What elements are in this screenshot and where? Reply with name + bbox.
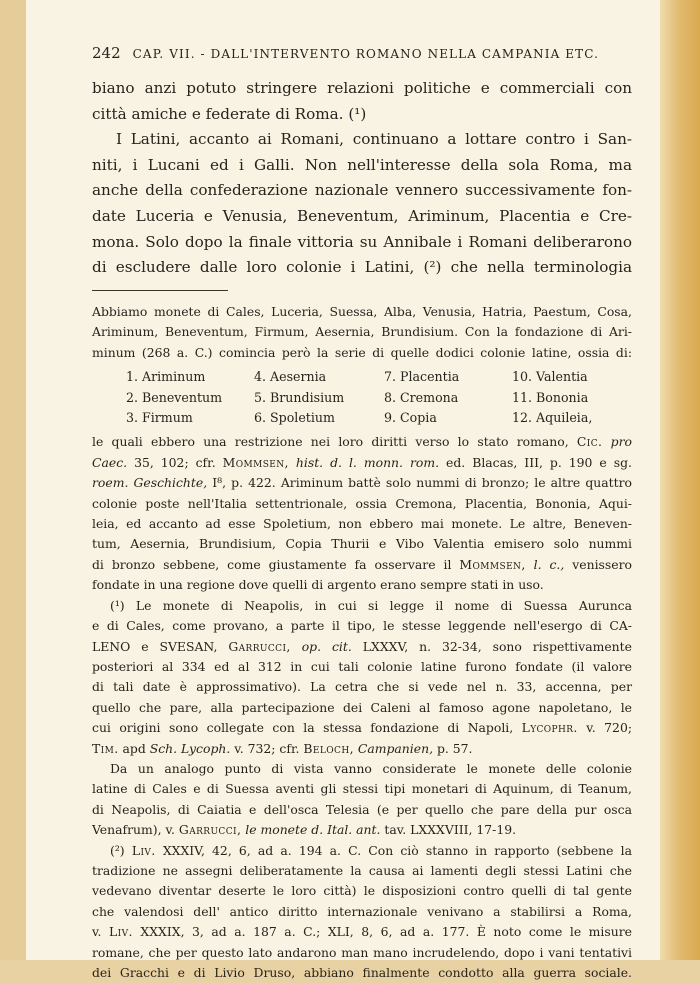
text-run: p. 57. [436, 740, 473, 756]
author-name: Tim. [92, 740, 119, 756]
footnote-line [92, 555, 632, 575]
colonies-table [126, 367, 592, 428]
text-run: LXXXV, n. 32-34, sono rispettivamente [362, 638, 632, 654]
footnote-line: Abbiamo monete di Cales, Luceria, Suessa, Alba, Venusia, Hatria, Paestum, Cosa, [92, 304, 632, 319]
footnote-line: fondate in una regione dove quelli di argento erano sempre stati in uso. [92, 577, 544, 593]
table-row [126, 388, 592, 408]
author-name: Liv. [109, 924, 133, 940]
text-run: ed. Blacas, III, p. 190 e sg. [446, 454, 632, 470]
author-name: Garrucci, [178, 822, 242, 838]
text-line: niti, i Lucani ed i Galli. Non nell'interesse della sola Roma, ma [92, 155, 632, 174]
footnote-line [92, 453, 632, 473]
table-row [126, 367, 592, 387]
text-line: biano anzi potuto stringere relazioni politiche e commerciali con [92, 79, 632, 97]
text-line: di escludere dalle loro colonie i Latini, (²) che nella terminologia [92, 258, 632, 277]
footnote-1b-line: latine di Cales e di Suessa aventi gli stessi tipi monetari di Aquinum, di Teanum, [92, 781, 632, 797]
footnote-1-line [92, 718, 632, 738]
paragraph-1 [92, 76, 632, 127]
footnote-2-line: romane, che per questo lato andarono man mano incrudelendo, dopo i vani tentativi [92, 944, 632, 960]
footnote-line: leia, ed accanto ad esse Spoletium, non ebbero mai monete. Le altre, Beneven- [92, 516, 632, 532]
author-name: Liv. [131, 842, 156, 858]
colony-cell: 7. Placentia [384, 369, 460, 385]
work-title: hist. d. l. monn. rom. [295, 454, 440, 470]
footnote-2-line: che valendosi dell' antico diritto internazionale venivano a stabilirsi a Roma, [92, 903, 632, 919]
page-right-edge [660, 0, 700, 960]
footnote-1-line: di tali date è approssimativo). La cetra che si vede nel n. 33, accenna, per [92, 679, 632, 695]
author-name: Beloch, [303, 740, 354, 756]
colony-cell: 3. Firmum [126, 410, 193, 426]
work-title: Campanien, [357, 740, 434, 756]
work-title: Caec. [92, 454, 128, 470]
footnotes [92, 302, 632, 983]
text-run: le quali ebbero una restrizione nei loro diritti verso lo stato romano, [92, 434, 569, 450]
author-name: Mommsen, [222, 454, 289, 470]
footnote-line [92, 473, 632, 493]
text-line: I Latini, accanto ai Romani, continuano a lottare contro i San- [116, 130, 632, 149]
text-run: v. 732; cfr. [234, 740, 300, 756]
colony-cell: 12. Aquileia, [512, 410, 593, 426]
work-title: op. cit. [301, 638, 352, 654]
footnote-1-line: posteriori al 334 ed al 312 in cui tali colonie latine furono fondate (il valore [92, 658, 632, 674]
work-title: le monete d. Ital. ant. [245, 822, 381, 838]
author-name: Garrucci, [228, 638, 291, 654]
author-name: Lycophr. [521, 720, 578, 736]
colony-cell: 11. Bononia [512, 389, 589, 405]
text-run: v. [92, 924, 102, 940]
footnote-line: tum, Aesernia, Brundisium, Copia Thurii e Vibo Valentia emisero solo nummi [92, 536, 632, 552]
page-left-margin [0, 0, 26, 960]
text-run: tav. LXXXVIII, 17-19. [384, 822, 517, 838]
text-line: città amiche e federate di Roma. (¹) [92, 104, 367, 123]
footnote-1b-line: Da un analogo punto di vista vanno considerate le monete delle colonie [110, 760, 632, 776]
text-run: Venafrum), v. [92, 822, 175, 838]
author-name: Mommsen, [459, 556, 526, 572]
footnote-2-line: tradizione ne assegni deliberatamente la causa ai lamenti degli stessi Latini che [92, 862, 632, 878]
text-line: mona. Solo dopo la finale vittoria su Annibale i Romani deliberarono [92, 232, 632, 251]
page-number: 242 [92, 44, 121, 62]
work-title: roem. Geschichte, [92, 475, 208, 491]
text-run: 35, 102; cfr. [134, 454, 216, 470]
footnote-1-line [92, 637, 632, 657]
footnote-separator [92, 290, 228, 291]
work-title: Sch. Lycoph. [149, 740, 231, 756]
text-run: di bronzo sebbene, come giustamente fa osservare il [92, 556, 452, 572]
colony-cell: 9. Copia [384, 410, 437, 426]
footnote-1-line: (¹) Le monete di Neapolis, in cui si legge il nome di Suessa Aurunca [110, 597, 632, 613]
running-title: CAP. VII. - DALL'INTERVENTO ROMANO NELLA CAMPANIA ETC. [132, 47, 600, 61]
footnote-line [92, 432, 632, 452]
text-run: LENO e SVESAN, [92, 638, 218, 654]
author-name: Cic. [576, 434, 603, 450]
running-header [92, 44, 632, 62]
footnote-line: Ariminum, Beneventum, Firmum, Aesernia, Brundisium. Con la fondazione di Ari- [92, 324, 632, 340]
footnote-1b-line: di Neapolis, di Caiatia e dell'osca Telesia (e per quello che pare della pur osca [92, 801, 632, 817]
paragraph-2 [92, 127, 632, 281]
footnote-marker: (²) [110, 842, 125, 858]
text-line: date Luceria e Venusia, Beneventum, Ariminum, Placentia e Cre- [92, 206, 632, 225]
text-run: I⁸, p. 422. Ariminum battè solo nummi di bronzo; le altre quattro [212, 475, 632, 491]
footnote-1-line: e di Cales, come provano, a parte il tipo, le stesse leggende nell'esergo di CA- [92, 618, 632, 634]
work-title: pro [610, 434, 632, 450]
colony-cell: 2. Beneventum [126, 389, 223, 405]
footnote-2-line: vedevano diventar deserte le loro città) le disposizioni contro quelli di tal gente [92, 883, 632, 899]
colony-cell: 4. Aesernia [254, 369, 327, 385]
footnote-2-line [92, 922, 632, 942]
text-run: apd [122, 740, 146, 756]
colony-cell: 8. Cremona [384, 389, 459, 405]
footnote-2-line: dei Gracchi e di Livio Druso, abbiano finalmente condotto alla guerra sociale. [92, 965, 632, 980]
text-run: cui origini sono collegate con la stessa fondazione di Napoli, [92, 720, 514, 736]
work-title: l. c., [533, 556, 565, 572]
footnote-1-line [92, 739, 632, 759]
main-text [92, 76, 632, 281]
table-row [126, 408, 592, 428]
footnote-1-line: quello che pare, alla partecipazione dei Caleni al famoso agone napoletano, le [92, 699, 632, 715]
colony-cell: 6. Spoletium [254, 410, 335, 426]
text-run: v. 720; [586, 720, 632, 736]
text-run: XXXIX, 3, ad a. 187 a. C.; XLI, 8, 6, ad a. 177. È noto come le misure [140, 924, 632, 940]
footnote-line: colonie poste nell'Italia settentrionale, ossia Cremona, Placentia, Bononia, Aqui- [92, 495, 632, 511]
text-line: anche della confederazione nazionale vennero successivamente fon- [92, 181, 632, 200]
colony-cell: 1. Ariminum [126, 369, 206, 385]
footnote-1b-line [92, 820, 632, 840]
colony-cell: 10. Valentia [512, 369, 588, 385]
footnote-line: minum (268 a. C.) comincia però la serie di quelle dodici colonie latine, ossia di: [92, 344, 632, 360]
text-run: XXXIV, 42, 6, ad a. 194 a. C. Con ciò stanno in rapporto (sebbene la [162, 842, 632, 858]
text-run: venissero [572, 556, 632, 572]
footnote-2-line [92, 841, 632, 861]
colony-cell: 5. Brundisium [254, 389, 345, 405]
